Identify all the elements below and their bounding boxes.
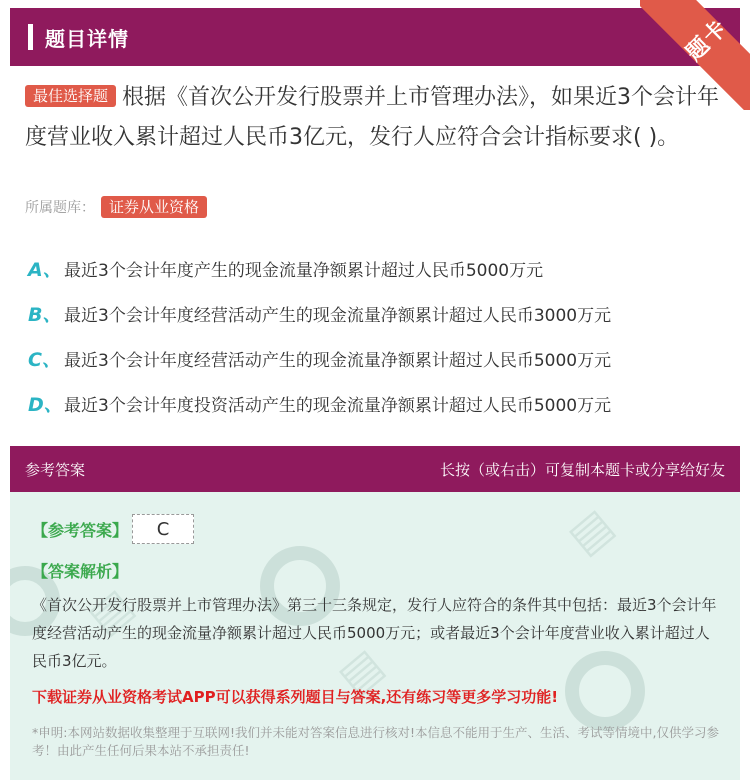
reference-answer-label: 【参考答案】 bbox=[32, 521, 129, 540]
category-label: 所属题库： bbox=[25, 200, 95, 216]
disclaimer-text: *申明:本网站数据收集整理于互联网!我们并未能对答案信息进行核对!本信息不能用于生产、生活、考试等情境中,仅供学习参考！由此产生任何后果本站不承担责任! bbox=[32, 725, 719, 758]
option-text: 最近3个会计年度经营活动产生的现金流量净额累计超过人民币3000万元 bbox=[64, 306, 612, 326]
app-promo-link[interactable]: 下载证券从业资格考试APP可以获得系列题目与答案,还有练习等更多学习功能! bbox=[32, 688, 559, 706]
answer-header-title: 参考答案 bbox=[25, 460, 86, 479]
option-letter: B、 bbox=[28, 304, 62, 326]
option-letter: C、 bbox=[28, 349, 61, 371]
corner-badge-label: 题卡 bbox=[682, 14, 734, 66]
header-accent-bar bbox=[28, 24, 33, 50]
page-header bbox=[10, 8, 740, 66]
option-a[interactable] bbox=[28, 246, 728, 291]
page-title: 题目详情 bbox=[45, 26, 129, 51]
answer-header bbox=[10, 446, 740, 492]
option-letter: D、 bbox=[28, 394, 63, 416]
options-list bbox=[28, 246, 728, 426]
answer-panel bbox=[10, 446, 740, 780]
watermark-glyph: ▤ bbox=[78, 578, 144, 645]
category-tag[interactable]: 证券从业资格 bbox=[101, 196, 207, 218]
option-letter: A、 bbox=[28, 259, 62, 281]
question-category bbox=[25, 196, 213, 218]
question-text: 根据《首次公开发行股票并上市管理办法》，如果近3个会计年度营业收入累计超过人民币3亿元，发行人应符合会计指标要求( )。 bbox=[25, 85, 720, 150]
watermark-glyph: ▤ bbox=[558, 498, 624, 565]
option-text: 最近3个会计年度产生的现金流量净额累计超过人民币5000万元 bbox=[64, 261, 544, 281]
option-text: 最近3个会计年度经营活动产生的现金流量净额累计超过人民币5000万元 bbox=[64, 351, 612, 371]
option-text: 最近3个会计年度投资活动产生的现金流量净额累计超过人民币5000万元 bbox=[64, 396, 612, 416]
option-d[interactable] bbox=[28, 381, 728, 426]
question-type-tag: 最佳选择题 bbox=[25, 85, 116, 107]
share-hint[interactable]: 长按（或右击）可复制本题卡或分享给好友 bbox=[439, 460, 725, 479]
option-c[interactable] bbox=[28, 336, 728, 381]
reference-answer-value: C bbox=[132, 514, 194, 544]
analysis-label: 【答案解析】 bbox=[32, 562, 129, 581]
option-b[interactable] bbox=[28, 291, 728, 336]
watermark-glyph: ▤ bbox=[328, 638, 394, 705]
question-stem bbox=[25, 78, 730, 158]
analysis-text: 《首次公开发行股票并上市管理办法》第三十三条规定，发行人应符合的条件其中包括：最近3个会计年度经营活动产生的现金流量净额累计超过人民币5000万元；或者最近3个会计年度营业收入累计超过人民币3亿元。 bbox=[32, 596, 717, 670]
